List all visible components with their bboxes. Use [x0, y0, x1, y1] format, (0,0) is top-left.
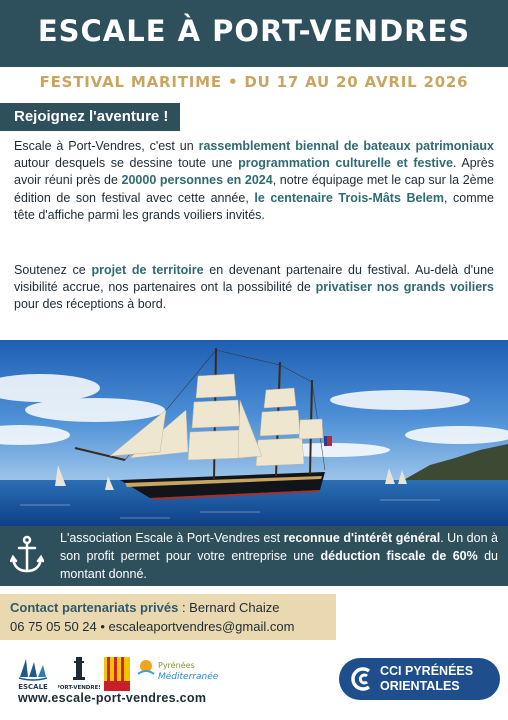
intro-highlight: privatiser nos grands voiliers — [315, 280, 494, 295]
association-text — [60, 529, 498, 583]
contact-line — [10, 600, 280, 615]
contact-phone[interactable]: 06 75 05 50 24 — [10, 619, 97, 634]
anchor-icon — [10, 535, 44, 575]
intro-text: Escale à Port-Vendres, c'est un — [14, 139, 199, 153]
intro-text: , notre équipage met le cap sur la 2ème édition de son festival avec cette année, — [14, 173, 494, 205]
port-vendres-logo — [58, 655, 100, 693]
escale-logo — [16, 655, 50, 693]
intro-paragraph-2 — [14, 262, 494, 314]
intro-text: en devenant partenaire du festival. Au-delà d'une visibilité accrue, nos partenaires ont la possibilité de — [14, 263, 494, 295]
association-text-part: . Un don à son profit permet pour votre entreprise une — [60, 531, 499, 563]
intro-paragraph-1 — [14, 138, 494, 224]
association-text-part: L'association Escale à Port-Vendres est — [60, 531, 284, 545]
department-logo — [104, 657, 130, 691]
page-title: ESCALE À PORT-VENDRES — [37, 14, 471, 48]
pyrenees-text: Pyrénées — [158, 661, 195, 670]
cci-logo-icon — [349, 667, 375, 691]
association-bold: déduction fiscale de 60% — [320, 549, 478, 563]
intro-highlight: rassemblement biennal de bateaux patrimoniaux — [198, 139, 494, 153]
intro-text: . Après avoir réuni près de — [14, 156, 495, 188]
intro-text: , comme tête d'affiche parmi les grands voiliers invités. — [14, 190, 494, 222]
contact-label: Contact partenariats privés — [10, 600, 179, 615]
contact-separator: • — [96, 619, 109, 634]
tall-ship-photo — [0, 340, 508, 526]
intro-highlight: le centenaire Trois-Mâts Belem — [254, 190, 444, 205]
association-bold: reconnue d'intérêt général — [283, 531, 441, 545]
contact-name: : Bernard Chaize — [178, 600, 280, 615]
pyrenees-mediterranee-logo — [136, 656, 222, 692]
intro-highlight: projet de territoire — [91, 263, 204, 277]
contact-email[interactable]: escaleaportvendres@gmail.com — [108, 619, 295, 634]
intro-text: pour des réceptions à bord. — [14, 297, 167, 312]
cci-line-2: ORIENTALES — [380, 679, 460, 693]
escale-logo-text: ESCALE — [18, 683, 48, 691]
intro-highlight: 20000 personnes en 2024 — [121, 173, 273, 188]
intro-highlight: programmation culturelle et festive — [238, 156, 453, 171]
cci-line-1: CCI PYRÉNÉES — [380, 664, 474, 678]
port-vendres-logo-text: PORT-VENDRES — [58, 685, 100, 691]
website-link[interactable]: www.escale-port-vendres.com — [18, 691, 207, 705]
cci-text — [380, 664, 473, 694]
festival-subtitle: FESTIVAL MARITIME • DU 17 AU 20 AVRIL 2026 — [39, 73, 469, 91]
contact-details — [10, 619, 294, 634]
intro-text: Soutenez ce — [14, 263, 92, 277]
intro-text: autour desquels se dessine toute une — [14, 156, 239, 171]
mediterranee-text: Méditerranée — [158, 672, 219, 682]
association-text-part: du montant donné. — [60, 549, 498, 581]
join-heading: Rejoignez l'aventure ! — [0, 103, 180, 131]
